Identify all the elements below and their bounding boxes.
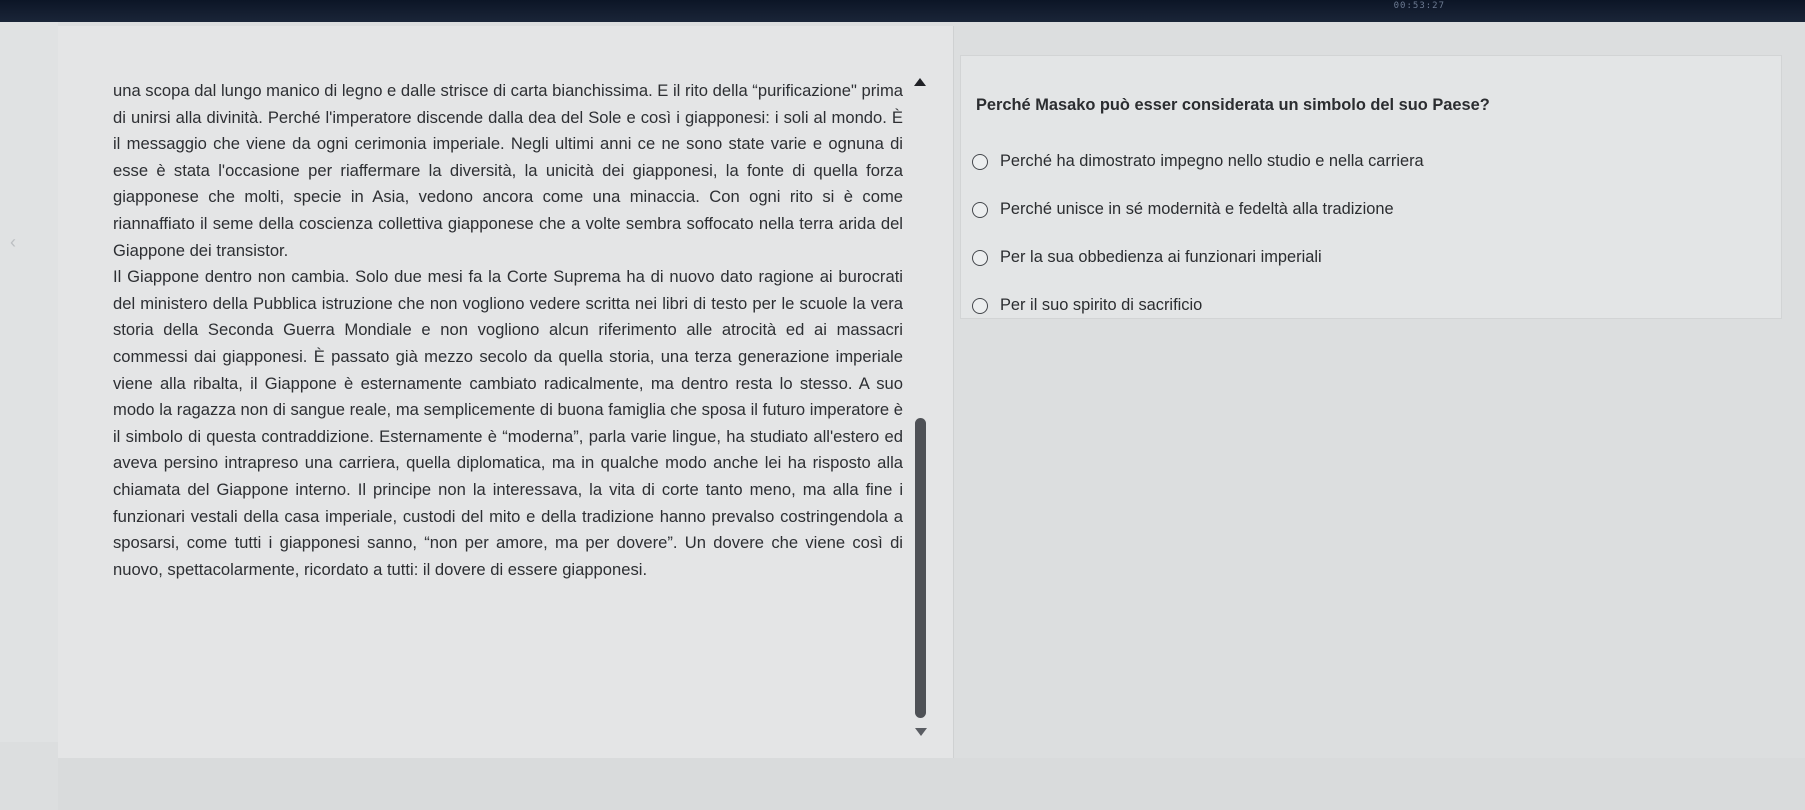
clock: 00:53:27 — [1393, 1, 1445, 11]
answer-option-label[interactable]: Per la sua obbedienza ai funzionari imperiali — [1000, 248, 1322, 266]
scroll-down-arrow-icon[interactable] — [915, 728, 927, 736]
radio-button[interactable] — [972, 298, 988, 314]
radio-button[interactable] — [972, 202, 988, 218]
answer-option-label[interactable]: Per il suo spirito di sacrificio — [1000, 296, 1203, 314]
left-panel-edge — [0, 22, 58, 742]
reading-scrollbar[interactable] — [910, 78, 926, 758]
answer-option-label[interactable]: Perché ha dimostrato impegno nello studio e nella carriera — [1000, 152, 1424, 170]
reading-passage — [113, 78, 903, 583]
answer-option-label[interactable]: Perché unisce in sé modernità e fedeltà alla tradizione — [1000, 200, 1394, 218]
question-title: Perché Masako può esser considerata un simbolo del suo Paese? — [976, 96, 1490, 114]
reading-paragraph: una scopa dal lungo manico di legno e dalle strisce di carta bianchissima. E il rito della “purificazione" prima di unirsi alla divinità. Perché l'imperatore discende dalla dea del Sole e così i giapponesi: i soli al mondo. È il messaggio che viene da ogni cerimonia imperiale. Negli ultimi anni ce ne sono state varie e ognuna di esse è stata l'occasione per riaffermare la diversità, la unicità dei giapponesi, la fonte di quella forza giapponese che molti, specie in Asia, vedono ancora come una minaccia. Con ogni rito si è come riannaffiato il seme della coscienza collettiva giapponese che a volte sembra soffocato nella terra arida del Giappone dei transistor. — [113, 81, 903, 260]
answer-option[interactable] — [972, 198, 1424, 246]
answer-option[interactable] — [972, 246, 1424, 294]
answer-option[interactable] — [972, 294, 1424, 342]
scroll-up-arrow-icon[interactable] — [914, 78, 926, 86]
system-top-bar — [0, 0, 1805, 22]
answer-option[interactable] — [972, 150, 1424, 198]
radio-button[interactable] — [972, 154, 988, 170]
reading-paragraph: Il Giappone dentro non cambia. Solo due mesi fa la Corte Suprema ha di nuovo dato ragione ai burocrati del ministero della Pubblica istruzione che non vogliono vedere scritta nei libri di testo per le scuole la vera storia della Seconda Guerra Mondiale e non vogliono alcun riferimento alle atrocità ed ai massacri commessi dai giapponesi. È passato già mezzo secolo da quella storia, una terza generazione imperiale viene alla ribalta, il Giappone è esternamente cambiato radicalmente, ma dentro resta lo stesso. A suo modo la ragazza non di sangue reale, ma semplicemente di buona famiglia che sposa il futuro imperatore è il simbolo di questa contraddizione. Esternamente è “moderna”, parla varie lingue, ha studiato all'estero ed aveva persino intrapreso una carriera, quella diplomatica, ma in qualche modo anche lei ha risposto alla chiamata del Giappone interno. Il principe non la interessava, la vita di corte tanto meno, ma alla fine i funzionari vestali della casa imperiale, custodi del mito e della tradizione hanno prevalso costringendola a sposarsi, come tutti i giapponesi sanno, “non per amore, ma per dovere”. Un dovere che viene così di nuovo, spettacolarmente, ricordato a tutti: il dovere di essere giapponesi. — [113, 267, 903, 579]
chevron-left-icon[interactable]: ‹ — [10, 232, 16, 252]
radio-button[interactable] — [972, 250, 988, 266]
scrollbar-thumb[interactable] — [915, 418, 926, 718]
bottom-area — [58, 758, 1805, 810]
answer-options — [972, 150, 1424, 342]
